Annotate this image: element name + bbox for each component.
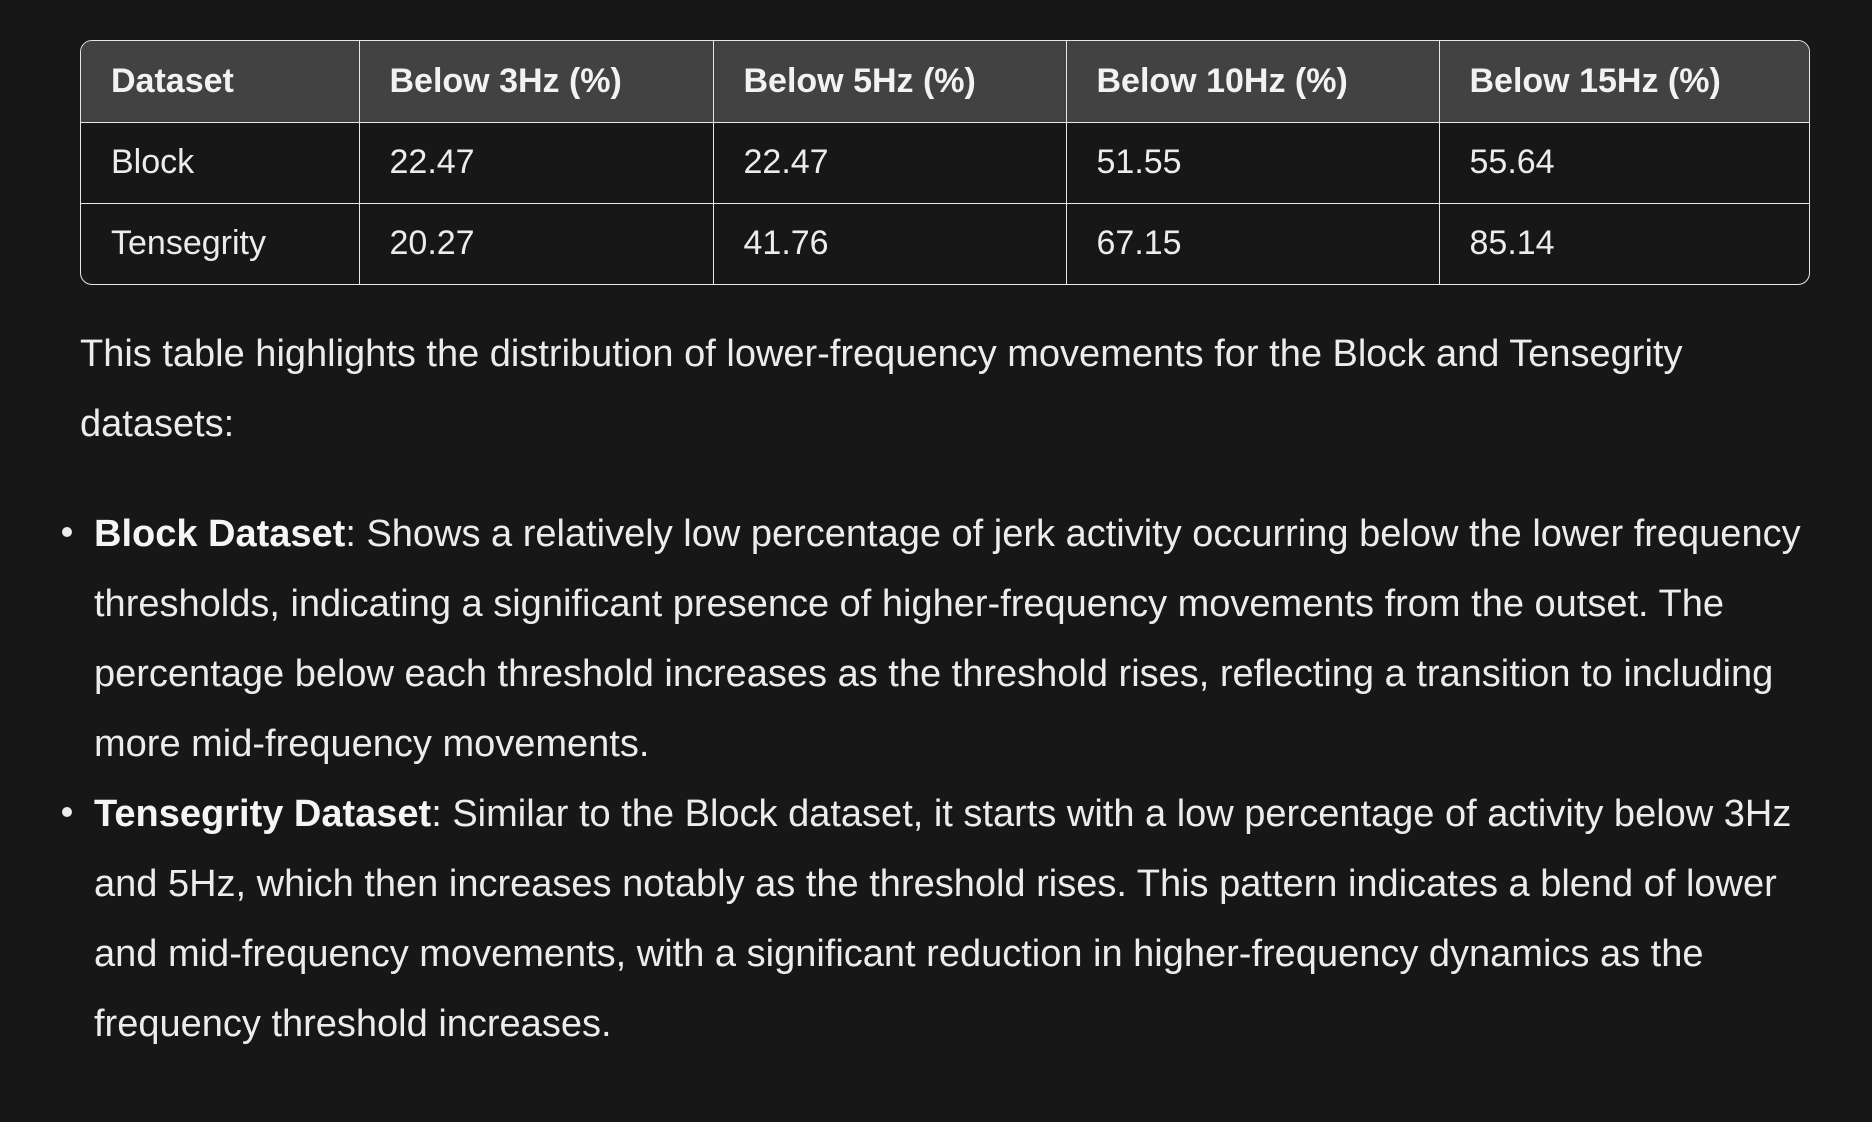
bullet-text: : Similar to the Block dataset, it starts with a low percentage of activity below 3Hz and 5Hz, which then increases notably as the threshold rises. This pattern indicates a blend of lower and mid-frequency movements, with a significant reduction in higher-frequency dynamics as the frequency threshold increases. — [94, 793, 1792, 1045]
table-cell: 85.14 — [1469, 224, 1555, 263]
table-cell: 20.27 — [359, 203, 713, 284]
table-cell: 22.47 — [713, 122, 1066, 203]
bullet-dot-icon — [62, 807, 72, 817]
header-cell-dataset: Dataset — [81, 41, 359, 122]
header-cell-below-3hz: Below 3Hz (%) — [359, 41, 713, 122]
table-cell: 67.15 — [1066, 203, 1439, 284]
table-cell: 41.76 — [713, 203, 1066, 284]
header-cell-below-15hz: Below 15Hz (%) — [1439, 41, 1809, 122]
bullet-term: Tensegrity Dataset — [94, 793, 432, 835]
list-item — [80, 499, 1814, 779]
message-content — [80, 40, 1810, 1059]
bullet-text: : Shows a relatively low percentage of jerk activity occurring below the lower frequency thresholds, indicating a significant presence of higher-frequency movements from the outset. The percentage below each threshold increases as the threshold rises, reflecting a transition to including more mid-frequency movements. — [94, 513, 1801, 765]
data-table-container — [80, 40, 1810, 285]
table-row — [81, 203, 1809, 284]
header-cell-below-10hz: Below 10Hz (%) — [1066, 41, 1439, 122]
frequency-table — [81, 41, 1809, 284]
table-cell: Block — [81, 122, 359, 203]
table-cell: 55.64 — [1439, 122, 1809, 203]
list-item — [80, 779, 1814, 1059]
table-cell: Tensegrity — [81, 203, 359, 284]
header-cell-below-5hz: Below 5Hz (%) — [713, 41, 1066, 122]
bullet-term: Block Dataset — [94, 513, 346, 555]
table-cell: 22.47 — [359, 122, 713, 203]
bullet-list — [80, 499, 1810, 1059]
table-header-row — [81, 41, 1809, 122]
table-cell: 51.55 — [1066, 122, 1439, 203]
bullet-dot-icon — [62, 527, 72, 537]
intro-paragraph: This table highlights the distribution of lower-frequency movements for the Block and Tensegrity datasets: — [80, 333, 1683, 445]
table-row — [81, 122, 1809, 203]
